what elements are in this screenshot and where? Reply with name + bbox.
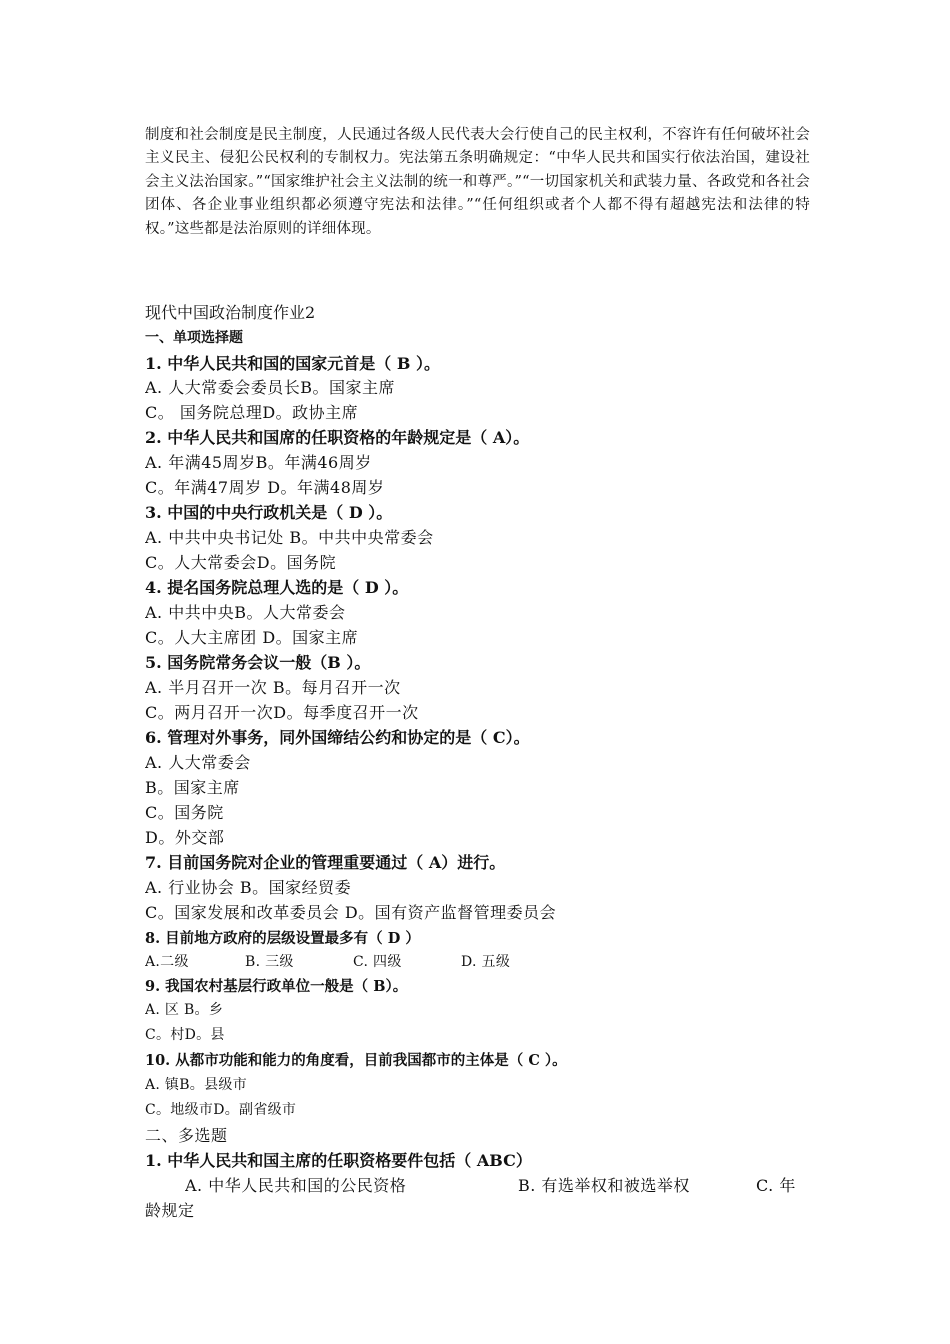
question-3: 3. 中国的中央行政机关是（ D ）。 (145, 503, 393, 522)
question-10-option-line: A. 镇B。县级市 (145, 1077, 247, 1093)
question-8-option-a: A.二级 (145, 954, 189, 970)
question-4-option-line: C。人大主席团 D。国家主席 (145, 628, 359, 647)
question-7-option-line: C。国家发展和改革委员会 D。国有资产监督管理委员会 (145, 903, 557, 922)
question-6-option-d: D。外交部 (145, 828, 225, 847)
question-7: 7. 目前国务院对企业的管理重要通过（ A）进行。 (145, 853, 506, 872)
multi-question-1-option-b: B. 有选举权和被选举权 (518, 1176, 690, 1195)
question-8: 8. 目前地方政府的层级设置最多有（ D ） (145, 930, 420, 947)
question-10-option-line: C。地级市D。副省级市 (145, 1102, 297, 1118)
multi-question-1-options (185, 1173, 810, 1196)
question-5-option-line: A. 半月召开一次 B。每月召开一次 (145, 678, 401, 697)
question-10: 10. 从都市功能和能力的角度看，目前我国都市的主体是（ C ）。 (145, 1052, 567, 1069)
question-1: 1. 中华人民共和国的国家元首是（ B ）。 (145, 354, 440, 373)
question-9-option-line: C。村D。县 (145, 1027, 225, 1043)
question-8-option-b: B. 三级 (245, 954, 294, 970)
question-5-option-line: C。两月召开一次D。每季度召开一次 (145, 703, 419, 722)
question-7-option-line: A. 行业协会 B。国家经贸委 (145, 878, 352, 897)
question-9: 9. 我国农村基层行政单位一般是（ B）。 (145, 978, 408, 995)
section-heading-single-choice: 一、单项选择题 (145, 330, 243, 346)
question-3-option-line: C。人大常委会D。国务院 (145, 553, 337, 572)
question-6-option-a: A. 人大常委会 (145, 753, 251, 772)
multi-question-1-option-c-continued: 龄规定 (145, 1201, 195, 1220)
question-4-option-line: A. 中共中央B。人大常委会 (145, 603, 346, 622)
question-5: 5. 国务院常务会议一般（B ）。 (145, 653, 371, 672)
question-2-option-line: C。年满47周岁 D。年满48周岁 (145, 478, 385, 497)
question-4: 4. 提名国务院总理人选的是（ D ）。 (145, 578, 409, 597)
question-6: 6. 管理对外事务，同外国缔结公约和协定的是（ C）。 (145, 728, 530, 747)
intro-paragraph: 制度和社会制度是民主制度，人民通过各级人民代表大会行使自己的民主权利，不容许有任何破坏社会主义民主、侵犯公民权利的专制权力。宪法第五条明确规定：“中华人民共和国实行依法治国，建设社会主义法治国家。”“国家维护社会主义法制的统一和尊严。”“一切国家机关和武装力量、各政党和各社会团体、各企业事业组织都必须遵守宪法和法律。”“任何组织或者个人都不得有超越宪法和法律的特权。”这些都是法治原则的详细体现。 (145, 127, 810, 237)
question-6-option-c: C。国务院 (145, 803, 224, 822)
question-6-option-b: B。国家主席 (145, 778, 240, 797)
assignment-title: 现代中国政治制度作业2 (145, 303, 316, 322)
multi-question-1-option-c: C. 年 (756, 1176, 796, 1195)
multi-question-1-option-a: A. 中华人民共和国的公民资格 (185, 1176, 407, 1195)
question-1-option-line: A. 人大常委会委员长B。国家主席 (145, 378, 395, 397)
multi-question-1: 1. 中华人民共和国主席的任职资格要件包括（ ABC） (145, 1151, 532, 1170)
question-2-option-line: A. 年满45周岁B。年满46周岁 (145, 453, 372, 472)
question-8-option-d: D. 五级 (461, 954, 511, 970)
question-8-options (145, 951, 825, 971)
question-3-option-line: A. 中共中央书记处 B。中共中央常委会 (145, 528, 434, 547)
section-heading-multiple-choice: 二、多选题 (145, 1126, 228, 1145)
question-2: 2. 中华人民共和国席的任职资格的年龄规定是（ A）。 (145, 428, 530, 447)
question-9-option-line: A. 区 B。乡 (145, 1002, 224, 1018)
question-1-option-line: C。 国务院总理D。政协主席 (145, 403, 359, 422)
question-8-option-c: C. 四级 (353, 954, 402, 970)
